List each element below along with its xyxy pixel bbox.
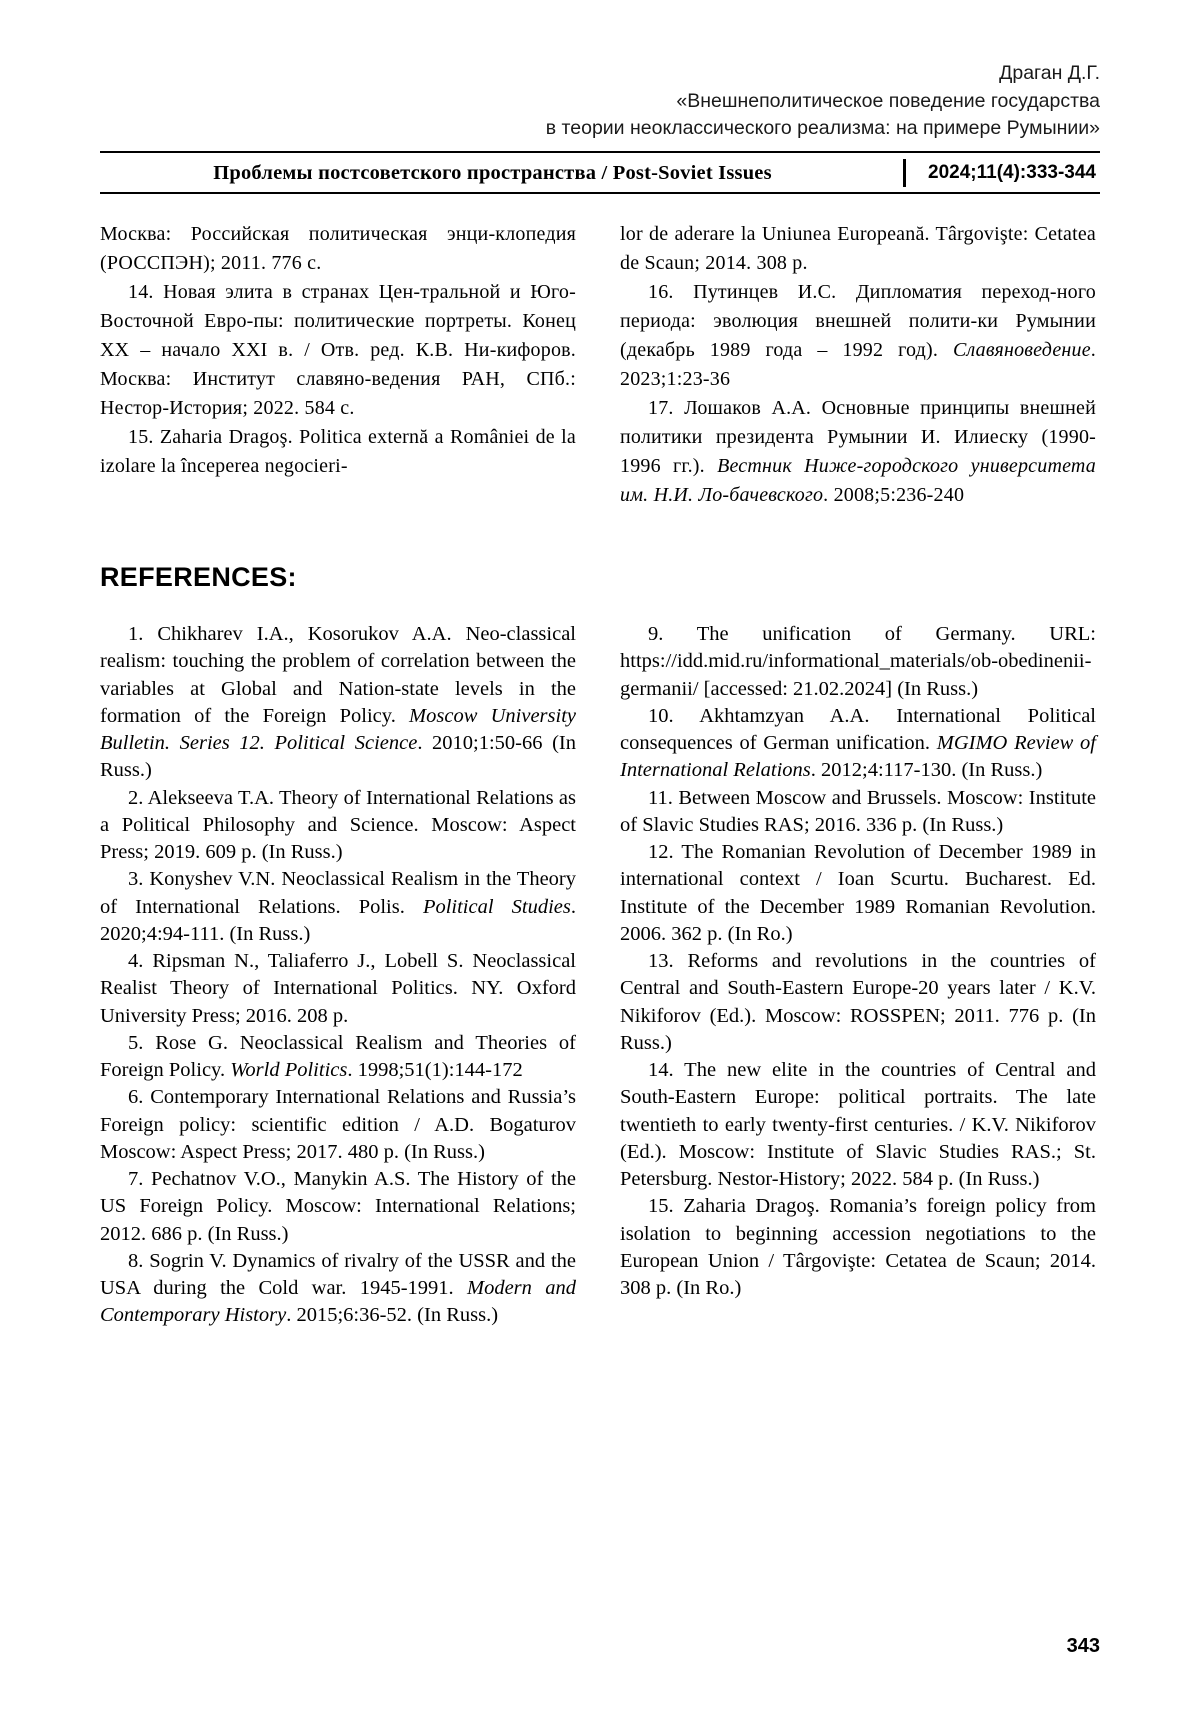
english-reference-item [100, 621, 576, 785]
english-reference-item [100, 1084, 576, 1166]
english-reference-item [620, 1057, 1096, 1193]
english-reference-item [620, 948, 1096, 1057]
reference-source-title: Modern and Contemporary History [100, 1277, 576, 1327]
journal-separator [903, 159, 906, 187]
header-divider-bottom [100, 192, 1100, 194]
reference-text: 14. The new elite in the countries of Central and South-Eastern Europe: political portraits. The late twentieth to early twenty-first centuries. / K.V. Nikiforov (Ed.). Moscow: Institute of Slavic Studies RAS.; St. Petersburg. Nestor-History; 2022. 584 p. (In Russ.) [620, 1059, 1096, 1191]
reference-text: 15. Zaharia Dragoş. Politica externă a României de la izolare la începerea negocieri- [100, 426, 576, 478]
journal-title: Проблемы постсоветского пространства / Post-Soviet Issues [213, 161, 772, 184]
english-reference-item [620, 785, 1096, 840]
reference-text: 5. Rose G. Neoclassical Realism and Theories of Foreign Policy. [100, 1031, 576, 1082]
reference-text: lor de aderare la Uniunea Europeană. Târgovişte: Cetatea de Scaun; 2014. 308 p. [620, 223, 1096, 275]
russian-reference-item [620, 394, 1096, 510]
english-reference-item [620, 839, 1096, 948]
english-reference-item [100, 948, 576, 1030]
english-reference-item [100, 1030, 576, 1085]
english-references-columns [100, 621, 1100, 1330]
reference-text: 11. Between Moscow and Brussels. Moscow: Institute of Slavic Studies RAS; 2016. 336 p. (In Russ.) [620, 786, 1096, 836]
reference-text: . 2008;5:236-240 [823, 484, 965, 507]
reference-text: . 2010;1:50-66 (In Russ.) [100, 732, 576, 782]
english-reference-item [100, 785, 576, 867]
english-reference-item [100, 1248, 576, 1330]
russian-reference-item [620, 278, 1096, 394]
english-reference-item [620, 703, 1096, 785]
reference-text: . 2015;6:36-52. (In Russ.) [286, 1304, 499, 1327]
reference-source-title: Вестник Ниже-городского университета им. Н.И. Ло-бачевского [620, 455, 1096, 507]
header-author: Драган Д.Г. [999, 62, 1100, 84]
reference-source-title: MGIMO Review of International Relations [620, 732, 1096, 782]
english-reference-item [100, 1166, 576, 1248]
reference-text: 17. Лошаков А.А. Основные принципы внешней политики президента Румынии И. Илиеску (1990-1996 гг.). [620, 397, 1096, 478]
reference-text: Москва: Российская политическая энци-клопедия (РОССПЭН); 2011. 776 с. [100, 223, 576, 275]
reference-source-title: World Politics [230, 1059, 348, 1082]
reference-text: 1. Chikharev I.A., Kosorukov A.A. Neo-classical realism: touching the problem of correlation between the variables at Global and Nation-state levels in the formation of the Foreign Policy. [100, 623, 576, 727]
english-refs-right-column [620, 621, 1096, 1330]
english-reference-item [620, 621, 1096, 703]
russian-reference-item [100, 278, 576, 423]
english-reference-item [100, 866, 576, 948]
russian-refs-right-column [620, 220, 1096, 510]
header-title-line-1: «Внешнеполитическое поведение государства [676, 89, 1100, 112]
russian-references-columns [100, 220, 1100, 510]
journal-line [100, 153, 1100, 192]
reference-text: 14. Новая элита в странах Цен-тральной и Юго-Восточной Евро-пы: политические портреты. Конец XX – начало XXI в. / Отв. ред. К.В. Ни-кифоров. Москва: Институт славяно-ведения РАН, СПб.: Нестор-История; 2022. 584 с. [100, 281, 576, 420]
russian-reference-item [100, 220, 576, 278]
reference-text: 2. Alekseeva T.A. Theory of International Relations as a Political Philosophy and Science. Moscow: Aspect Press; 2019. 609 p. (In Russ.) [100, 786, 576, 864]
reference-text: 6. Contemporary International Relations and Russia’s Foreign policy: scientific edition / A.D. Bogaturov Moscow: Aspect Press; 2017. 480 p. (In Russ.) [100, 1086, 576, 1163]
references-heading: REFERENCES: [100, 562, 297, 593]
english-refs-left-column [100, 621, 576, 1330]
reference-text: 13. Reforms and revolutions in the countries of Central and South-Eastern Europe-20 years later / K.V. Nikiforov (Ed.). Moscow: ROSSPEN; 2011. 776 p. (In Russ.) [620, 950, 1096, 1054]
reference-text: 7. Pechatnov V.O., Manykin A.S. The History of the US Foreign Policy. Moscow: International Relations; 2012. 686 p. (In Russ.) [100, 1168, 576, 1245]
reference-text: 9. The unification of Germany. URL: https://idd.mid.ru/informational_materials/ob-obedinenii-germanii/ [accessed: 21.02.2024] (In Russ.) [620, 623, 1096, 700]
reference-text: 8. Sogrin V. Dynamics of rivalry of the USSR and the USA during the Cold war. 1945-1991. [100, 1249, 576, 1300]
reference-text: . 2023;1:23-36 [620, 339, 1096, 391]
journal-issue: 2024;11(4):333-344 [928, 162, 1096, 184]
header-title-line-2: в теории неоклассического реализма: на примере Румынии» [545, 117, 1100, 140]
reference-text: . 1998;51(1):144-172 [347, 1059, 523, 1082]
reference-text: 15. Zaharia Dragoş. Romania’s foreign policy from isolation to beginning accession negotiations to the European Union / Târgovişte: Cetatea de Scaun; 2014. 308 p. (In Ro.) [620, 1195, 1096, 1300]
reference-source-title: Political Studies [422, 895, 571, 918]
reference-text: 16. Путинцев И.С. Дипломатия переход-ного периода: эволюция внешней полити-ки Румынии (декабрь 1989 года – 1992 год). [620, 281, 1096, 362]
russian-refs-left-column [100, 220, 576, 510]
reference-source-title: Moscow University Bulletin. Series 12. Political Science [100, 704, 576, 755]
running-header [100, 60, 1100, 143]
reference-text: 10. Akhtamzyan A.A. International Political consequences of German unification. [620, 704, 1096, 755]
reference-text: 4. Ripsman N., Taliaferro J., Lobell S. Neoclassical Realist Theory of International Politics. NY. Oxford University Press; 2016. 208 p. [100, 950, 576, 1027]
reference-text: 12. The Romanian Revolution of December 1989 in international context / Ioan Scurtu. Bucharest. Ed. Institute of the December 1989 Romanian Revolution. 2006. 362 p. (In Ro.) [620, 841, 1096, 945]
reference-text: . 2020;4:94-111. (In Russ.) [100, 895, 577, 945]
russian-reference-item [620, 220, 1096, 278]
reference-source-title: Славяноведение [952, 339, 1091, 362]
english-reference-item [620, 1193, 1096, 1302]
reference-text: 3. Konyshev V.N. Neoclassical Realism in the Theory of International Relations. Polis. [100, 868, 576, 918]
russian-reference-item [100, 423, 576, 481]
reference-text: . 2012;4:117-130. (In Russ.) [810, 759, 1043, 782]
page-number: 343 [1066, 1635, 1100, 1657]
